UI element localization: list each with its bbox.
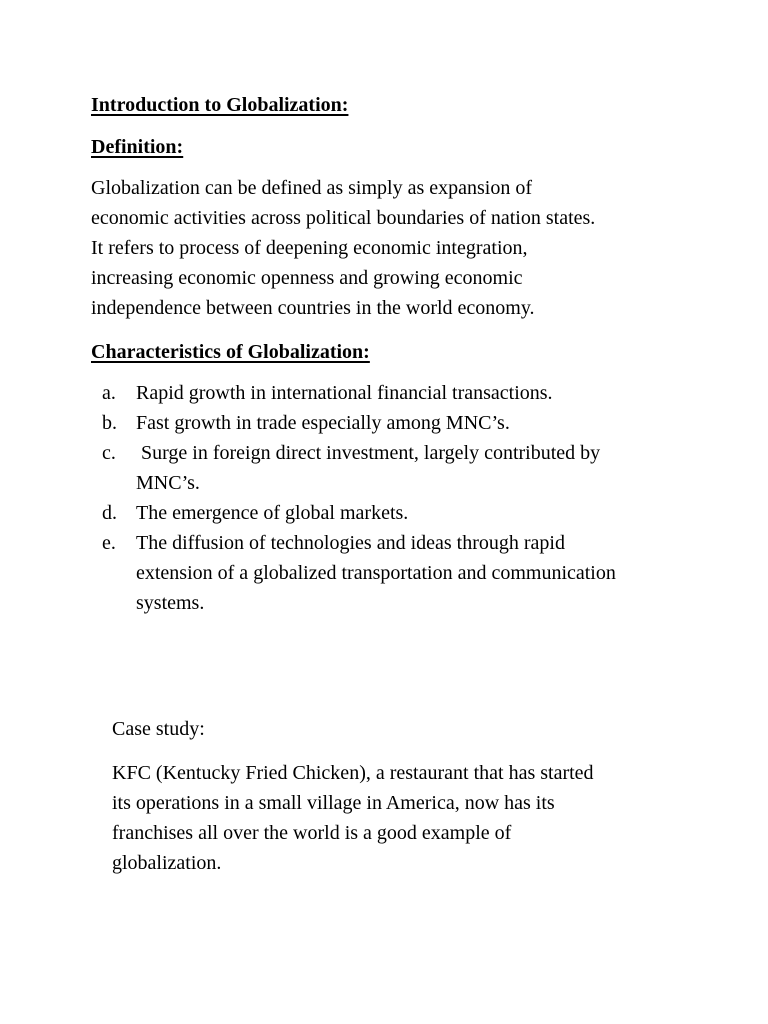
definition-line: Globalization can be defined as simply as expansion of bbox=[91, 177, 532, 199]
definition-heading: Definition: bbox=[91, 136, 184, 158]
list-item bbox=[91, 528, 616, 618]
case-study-line: KFC (Kentucky Fried Chicken), a restaurant that has started bbox=[112, 762, 594, 784]
case-study-line: its operations in a small village in America, now has its bbox=[112, 792, 555, 814]
list-item bbox=[91, 498, 616, 528]
case-study-heading-text: Case study: bbox=[112, 718, 205, 740]
definition-paragraph bbox=[91, 173, 595, 323]
list-marker: a. bbox=[102, 382, 116, 404]
list-item-text: extension of a globalized transportation and communication bbox=[136, 562, 616, 584]
case-study-paragraph bbox=[112, 758, 594, 878]
list-marker: d. bbox=[102, 502, 117, 524]
list-item bbox=[91, 408, 616, 438]
characteristics-heading: Characteristics of Globalization: bbox=[91, 341, 370, 363]
list-item bbox=[91, 438, 616, 498]
list-marker: e. bbox=[102, 532, 116, 554]
list-item-text: systems. bbox=[136, 592, 205, 614]
characteristics-list bbox=[91, 378, 616, 618]
list-item-text: Fast growth in trade especially among MNC’s. bbox=[136, 412, 510, 434]
definition-line: It refers to process of deepening economic integration, bbox=[91, 237, 528, 259]
list-marker: b. bbox=[102, 412, 117, 434]
document-title: Introduction to Globalization: bbox=[91, 94, 349, 116]
definition-line: independence between countries in the world economy. bbox=[91, 297, 535, 319]
list-item-text: The emergence of global markets. bbox=[136, 502, 409, 524]
list-item bbox=[91, 378, 616, 408]
list-marker: c. bbox=[102, 442, 116, 464]
case-study-line: franchises all over the world is a good example of bbox=[112, 822, 512, 844]
list-item-text: The diffusion of technologies and ideas through rapid bbox=[136, 532, 565, 554]
case-study-heading bbox=[112, 714, 205, 744]
definition-line: increasing economic openness and growing economic bbox=[91, 267, 523, 289]
definition-line: economic activities across political boundaries of nation states. bbox=[91, 207, 596, 229]
case-study-line: globalization. bbox=[112, 852, 222, 874]
list-item-text: Rapid growth in international financial transactions. bbox=[136, 382, 553, 404]
list-item-text: Surge in foreign direct investment, largely contributed by bbox=[136, 442, 601, 464]
list-item-text: MNC’s. bbox=[136, 472, 200, 494]
